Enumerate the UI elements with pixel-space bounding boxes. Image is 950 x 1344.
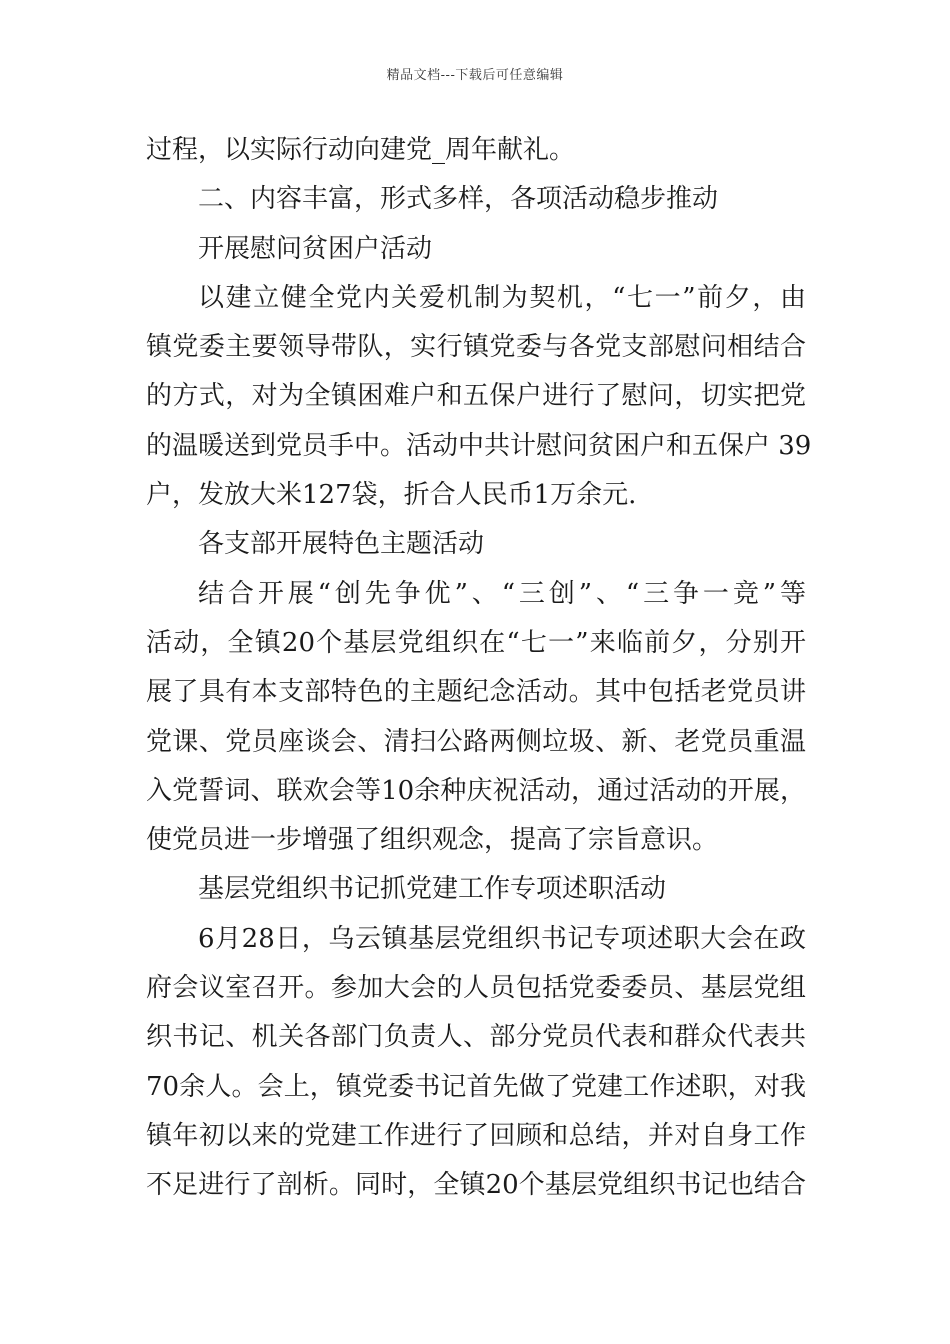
paragraph-line: 的方式，对为全镇困难户和五保户进行了慰问，切实把党 xyxy=(146,381,806,412)
body-text xyxy=(146,126,812,1211)
subsection-heading: 开展慰问贫困户活动 xyxy=(198,233,433,264)
paragraph-line: 户，发放大米127袋，折合人民币1万余元. xyxy=(146,480,637,511)
paragraph-line: 府会议室召开。参加大会的人员包括党委委员、基层党组 xyxy=(146,973,806,1004)
paragraph-line: 活动，全镇20个基层党组织在“七一”来临前夕，分别开 xyxy=(146,627,806,658)
paragraph-line: 6月28日，乌云镇基层党组织书记专项述职大会在政 xyxy=(198,923,806,954)
paragraph-line: 镇年初以来的党建工作进行了回顾和总结，并对自身工作 xyxy=(146,1120,806,1151)
paragraph-line: 党课、党员座谈会、清扫公路两侧垃圾、新、老党员重温 xyxy=(146,726,806,757)
paragraph-line: 织书记、机关各部门负责人、部分党员代表和群众代表共 xyxy=(146,1022,806,1053)
paragraph-line: 结合开展“创先争优”、“三创”、“三争一竞”等 xyxy=(198,578,806,609)
paragraph-line: 入党誓词、联欢会等10余种庆祝活动，通过活动的开展， xyxy=(146,775,806,806)
paragraph-line: 过程，以实际行动向建党_周年献礼。 xyxy=(146,135,576,165)
page-header: 精品文档---下载后可任意编辑 xyxy=(386,68,564,83)
paragraph-line: 70余人。会上，镇党委书记首先做了党建工作述职，对我 xyxy=(146,1071,806,1102)
paragraph-line: 的温暖送到党员手中。活动中共计慰问贫困户和五保户 39 xyxy=(146,430,812,461)
paragraph-line: 使党员进一步增强了组织观念，提高了宗旨意识。 xyxy=(146,825,719,856)
section-heading: 二、内容丰富，形式多样，各项活动稳步推动 xyxy=(198,184,719,215)
paragraph-line: 展了具有本支部特色的主题纪念活动。其中包括老党员讲 xyxy=(146,677,806,708)
subsection-heading: 各支部开展特色主题活动 xyxy=(198,529,485,560)
paragraph-line: 以建立健全党内关爱机制为契机，“七一”前夕，由 xyxy=(198,282,806,313)
subsection-heading: 基层党组织书记抓党建工作专项述职活动 xyxy=(198,874,667,905)
paragraph-line: 镇党委主要领导带队，实行镇党委与各党支部慰问相结合 xyxy=(146,332,806,363)
paragraph-line: 不足进行了剖析。同时，全镇20个基层党组织书记也结合 xyxy=(146,1170,806,1201)
